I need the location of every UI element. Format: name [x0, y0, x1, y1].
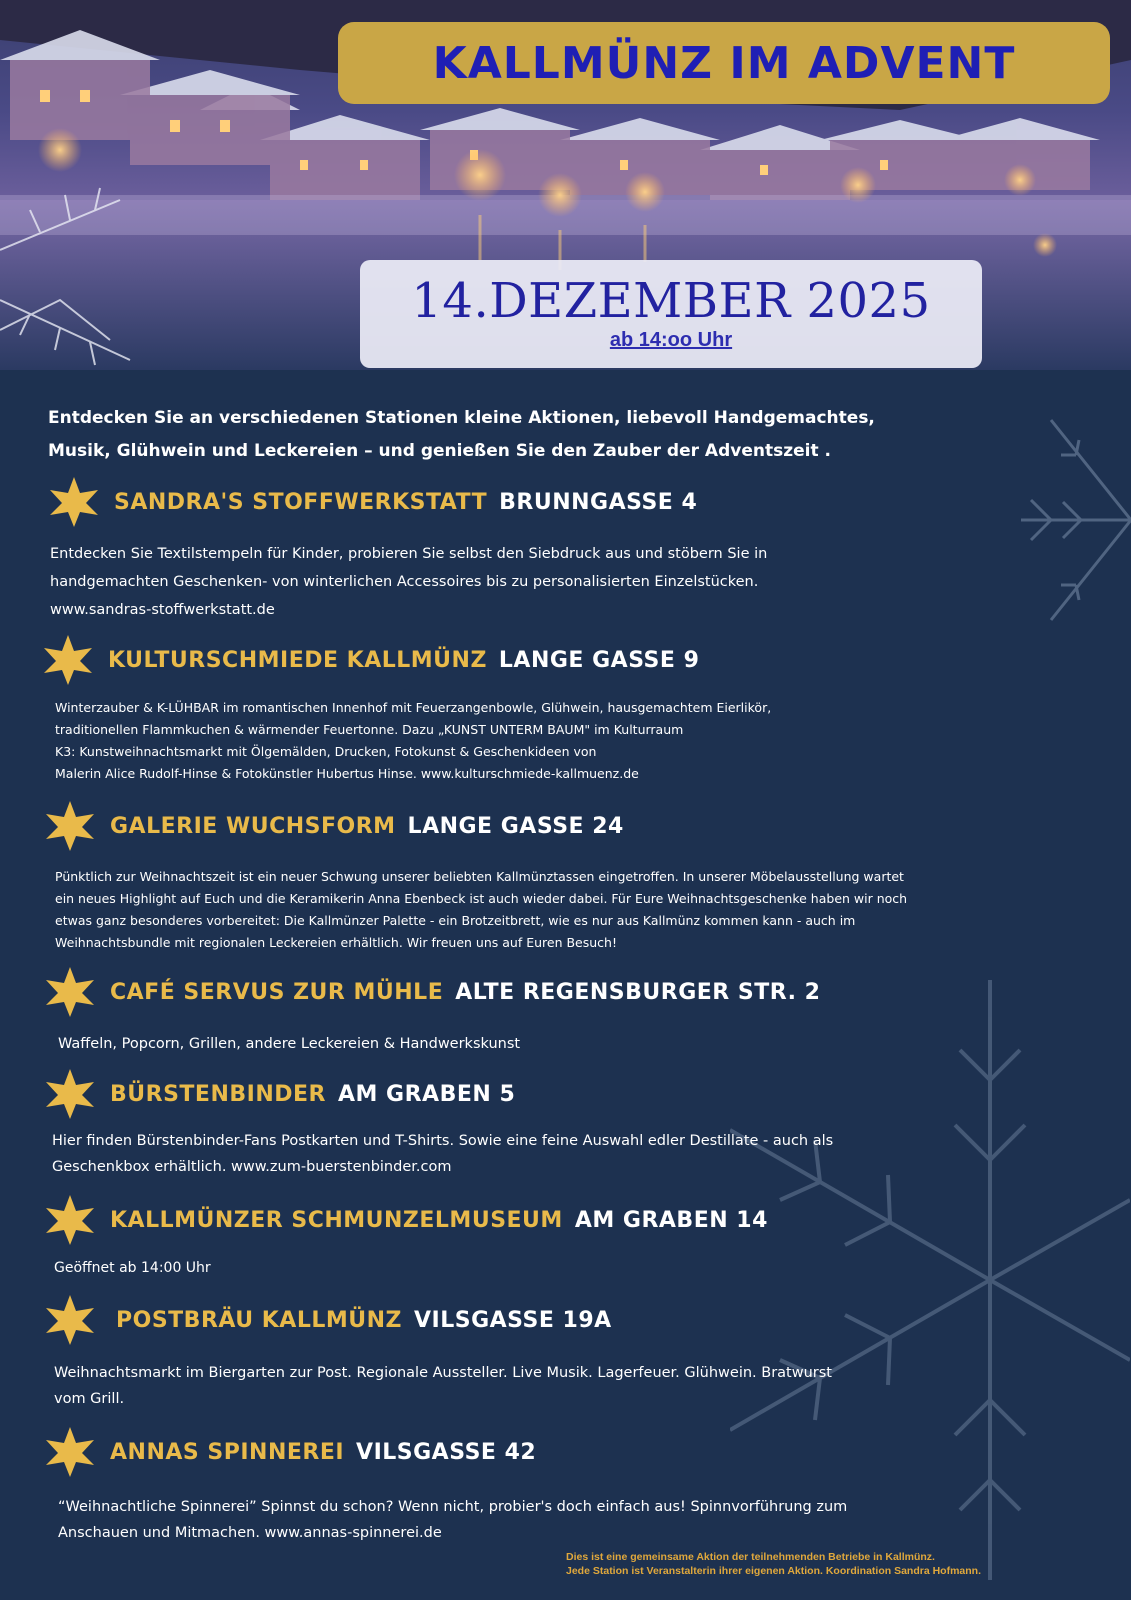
description-line: Weihnachtsmarkt im Biergarten zur Post. Regionale Aussteller. Live Musik. Lagerfeuer. Glühwein. Bratwurst [54, 1365, 832, 1381]
description-line: Entdecken Sie Textilstempeln für Kinder, probieren Sie selbst den Siebdruck aus und stöbern Sie in [50, 546, 768, 562]
description-line: Geöffnet ab 14:00 Uhr [54, 1260, 211, 1276]
station-address: LANGE GASSE 9 [498, 647, 700, 673]
station-heading [48, 476, 697, 528]
station-description [54, 1256, 211, 1280]
intro-text [48, 402, 1088, 468]
station-name: BÜRSTENBINDER [110, 1081, 326, 1107]
description-line: Waffeln, Popcorn, Grillen, andere Leckereien & Handwerkskunst [58, 1036, 521, 1052]
description-line: ein neues Highlight auf Euch und die Keramikerin Anna Ebenbeck ist auch wieder dabei. Für Eure Weihnachtsgeschenke haben wir noch [55, 891, 908, 906]
intro-line: Entdecken Sie an verschiedenen Stationen kleine Aktionen, liebevoll Handgemachtes, [48, 408, 875, 428]
station-address: LANGE GASSE 24 [407, 813, 624, 839]
station-name: GALERIE WUCHSFORM [110, 813, 396, 839]
station-name: KULTURSCHMIEDE KALLMÜNZ [108, 647, 487, 673]
star-icon [44, 1068, 96, 1120]
station-website[interactable]: www.sandras-stoffwerkstatt.de [50, 602, 275, 618]
footer-note [566, 1550, 1126, 1578]
description-line: traditionellen Flammkuchen & wärmender Feuertonne. Dazu „KUNST UNTERM BAUM" im Kulturraum [55, 722, 684, 737]
station-name: KALLMÜNZER SCHMUNZELMUSEUM [110, 1207, 563, 1233]
station-name: CAFÉ SERVUS ZUR MÜHLE [110, 979, 444, 1005]
station-heading [44, 1294, 612, 1346]
station-heading [44, 1426, 536, 1478]
station-heading [42, 634, 699, 686]
station-name: POSTBRÄU KALLMÜNZ [116, 1307, 402, 1333]
station-description [55, 697, 771, 785]
description-line: Pünktlich zur Weihnachtszeit ist ein neuer Schwung unserer beliebten Kallmünztassen eingetroffen. In unserer Möbelausstellung wartet [55, 869, 904, 884]
station-description [55, 866, 907, 954]
station-name: ANNAS SPINNEREI [110, 1439, 345, 1465]
event-date: 14.DEZEMBER 2025 [411, 273, 931, 329]
description-line: etwas ganz besonderes vorbereitet: Die Kallmünzer Palette - ein Brotzeitbrett, wie es nur aus Kallmünz kommen kann - auch im [55, 913, 856, 928]
station-description [52, 1128, 833, 1180]
description-line: Winterzauber & K-LÜHBAR im romantischen Innenhof mit Feuerzangenbowle, Glühwein, hausgemachtem Eierlikör, [55, 700, 772, 715]
station-name: SANDRA'S STOFFWERKSTATT [114, 489, 488, 515]
page-title: KALLMÜNZ IM ADVENT [432, 37, 1016, 89]
description-line: handgemachten Geschenken- von winterlichen Accessoires bis zu personalisierten Einzelstücken. [50, 574, 759, 590]
description-line: K3: Kunstweihnachtsmarkt mit Ölgemälden, Drucken, Fotokunst & Geschenkideen von [55, 744, 597, 759]
station-address: ALTE REGENSBURGER STR. 2 [455, 979, 821, 1005]
station-heading [44, 1068, 515, 1120]
station-address: AM GRABEN 14 [574, 1207, 768, 1233]
event-time: ab 14:oo Uhr [609, 329, 733, 351]
date-box [360, 260, 982, 368]
station-address: VILSGASSE 19A [414, 1307, 612, 1333]
station-address: BRUNNGASSE 4 [499, 489, 698, 515]
description-line: vom Grill. [54, 1391, 125, 1407]
station-heading [44, 1194, 768, 1246]
star-icon [44, 966, 96, 1018]
star-icon [44, 1194, 96, 1246]
description-line: Anschauen und Mitmachen. www.annas-spinnerei.de [58, 1525, 442, 1541]
intro-line: Musik, Glühwein und Leckereien – und genießen Sie den Zauber der Adventszeit . [48, 441, 831, 461]
description-line: Weihnachtsbundle mit regionalen Leckereien erhältlich. Wir freuen uns auf Euren Besuch! [55, 935, 617, 950]
star-icon [48, 476, 100, 528]
station-address: VILSGASSE 42 [356, 1439, 537, 1465]
footer-line: Jede Station ist Veranstalterin ihrer eigenen Aktion. Koordination Sandra Hofmann. [566, 1565, 982, 1577]
station-address: AM GRABEN 5 [337, 1081, 516, 1107]
station-description [54, 1360, 832, 1412]
station-heading [44, 800, 624, 852]
star-icon [44, 800, 96, 852]
station-description [58, 1494, 847, 1546]
footer-line: Dies ist eine gemeinsame Aktion der teilnehmenden Betriebe in Kallmünz. [566, 1551, 935, 1563]
hero-image [0, 0, 1131, 370]
description-line: “Weihnachtliche Spinnerei” Spinnst du schon? Wenn nicht, probier's doch einfach aus! Spinnvorführung zum [58, 1499, 848, 1515]
description-line: Geschenkbox erhältlich. www.zum-buerstenbinder.com [52, 1159, 452, 1175]
star-icon [44, 1426, 96, 1478]
station-description [50, 540, 767, 624]
station-heading [44, 966, 820, 1018]
title-banner [338, 22, 1110, 104]
description-line: Malerin Alice Rudolf-Hinse & Fotokünstler Hubertus Hinse. www.kulturschmiede-kallmuenz.de [55, 766, 639, 781]
description-line: Hier finden Bürstenbinder-Fans Postkarten und T-Shirts. Sowie eine feine Auswahl edler Destillate - auch als [52, 1133, 834, 1149]
station-description [58, 1031, 520, 1057]
star-icon [42, 634, 94, 686]
star-icon [44, 1294, 96, 1346]
